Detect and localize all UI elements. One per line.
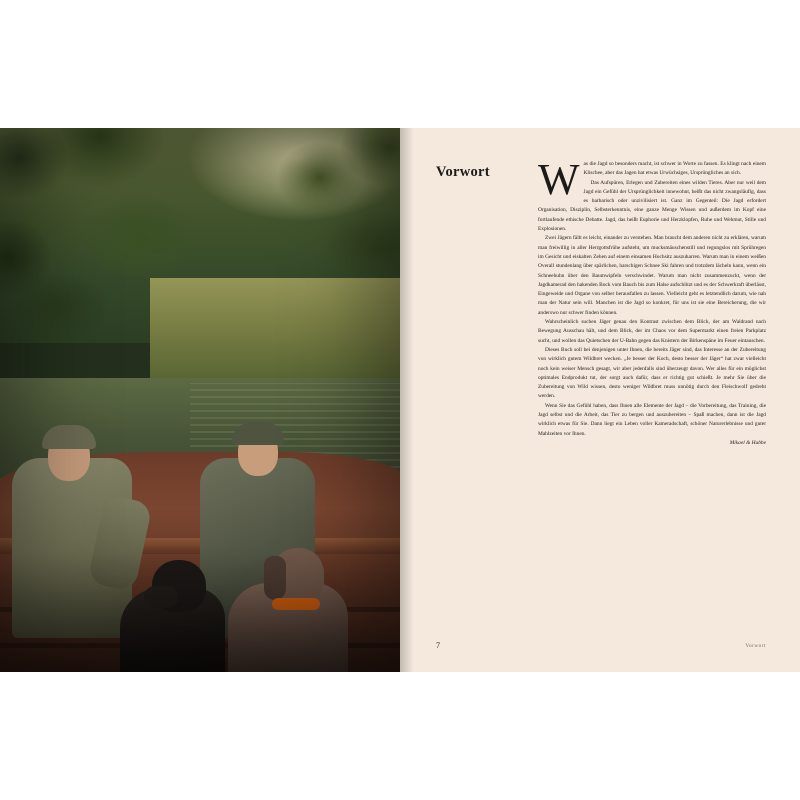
paragraph-text: Dieses Buch soll bei denjenigen unter Ihnen, die bereits Jäger sind, das Interesse an der Zubereitung von wirklich gutem Wildbret wecken. „Je besser der Koch, desto besser der Jäger“ hat zwar vielleicht noch kein weiser Mensch gesagt, wir aber jedenfalls sind überzeugt davon. Wer alles für ein möglichst optimales Endprodukt tut, der sorgt auch dafür, dass er richtig gut schießt. Je mehr Sie über die Zubereitung von Wild wissen, desto weniger Wildbret muss unnötig durch den Fleischwolf gedreht werden. <box>538 346 766 400</box>
paragraph <box>538 318 766 346</box>
book-spread <box>0 128 800 672</box>
paragraph-text: Zwei Jägern fällt es leicht, einander zu verstehen. Man braucht dem anderen nicht zu erklären, warum man freiwillig in aller Herrgottsfrühe aufsteht, um mucksmäuschenstill und regungslos mit Sprühregen im Gesicht und eiskalten Zehen auf einem einsamen Hochsitz auszuharren. Warum man in einem weißen Overall stundenlang über spärlichen, harschigen Schnee Ski fahren und trotzdem lächeln kann, wenn ein Schneehuhn über den Baumwipfeln verschwindet. Warum man nicht zusammenzuckt, wenn der Jagdkamerad den hakenden Bock vom Bauch bis zum Halse aufschlitzt und es der Schwerkraft überlässt, Eingeweide und Organe von selber herausfallen zu lassen. Vielleicht geht es letztendlich darum, wie nah man der Natur sein will. Manchen ist die Jagd so konkret, für uns ist sie eine Bereicherung, die wir anderswo nur schwer finden können. <box>538 235 766 316</box>
body-text-column <box>538 155 766 448</box>
page-number: 7 <box>436 641 440 650</box>
paragraph <box>538 402 766 439</box>
paragraph-text: Wahrscheinlich suchen Jäger genau den Kontrast zwischen dem Blick, der am Waldrand nach Bewegung Ausschau hält, und dem Blick, der im Chaos vor dem Supermarkt einen freien Parkplatz sucht, und wollen das Quietschen der U-Bahn gegen das Knistern der Birkenspäne im Feuer eintauschen. <box>538 319 766 344</box>
paragraph-text: as die Jagd so besonders macht, ist schwer in Worte zu fassen. Es klingt nach einem Klischee, aber das Jagen hat etwas Urwüchsiges, Ursprüngliches an sich. <box>583 161 766 177</box>
photo-vignette <box>0 128 400 672</box>
running-head: Vorwort <box>745 644 766 649</box>
chapter-title: Vorwort <box>436 164 490 180</box>
paragraph <box>538 346 766 402</box>
paragraph-text: Wenn Sie das Gefühl haben, dass Ihnen alle Elemente der Jagd – die Vorbereitung, das Training, die Jagd selbst und die Arbeit, das Tier zu bergen und auszubereiten – Spaß machen, dann ist die Jagd wirklich etwas für Sie. Dann liegt ein Leben voller Kameradschaft, schöner Naturerlebnisse und guter Mahlzeiten vor Ihnen. <box>538 402 766 437</box>
drop-cap: W <box>538 155 580 204</box>
signature: Mikael & Hubbe <box>729 439 766 446</box>
paragraph-text: Das Aufspüren, Erlegen und Zubereiten eines wilden Tieres. Aber nur weil dem Jagd ein Gefühl der Ursprünglichkeit innewohnt, heißt das nicht zwangsläufig, dass es barbarisch oder unzivilisiert ist. Ganz im Gegenteil: Die Jagd erfordert Organisation, Disziplin, Selbsterkenntnis, eine ganze Menge Wissen und außerdem im Kopf eine fortlaufende ethische Debatte. Jagd, das heißt Euphorie und Herzklopfen, Ruhe und Wehmut, Stille und Explosionen. <box>538 179 766 233</box>
right-page <box>400 128 800 672</box>
left-page <box>0 128 400 672</box>
hunting-photo <box>0 128 400 672</box>
paragraph <box>538 234 766 318</box>
paragraph <box>538 155 766 204</box>
